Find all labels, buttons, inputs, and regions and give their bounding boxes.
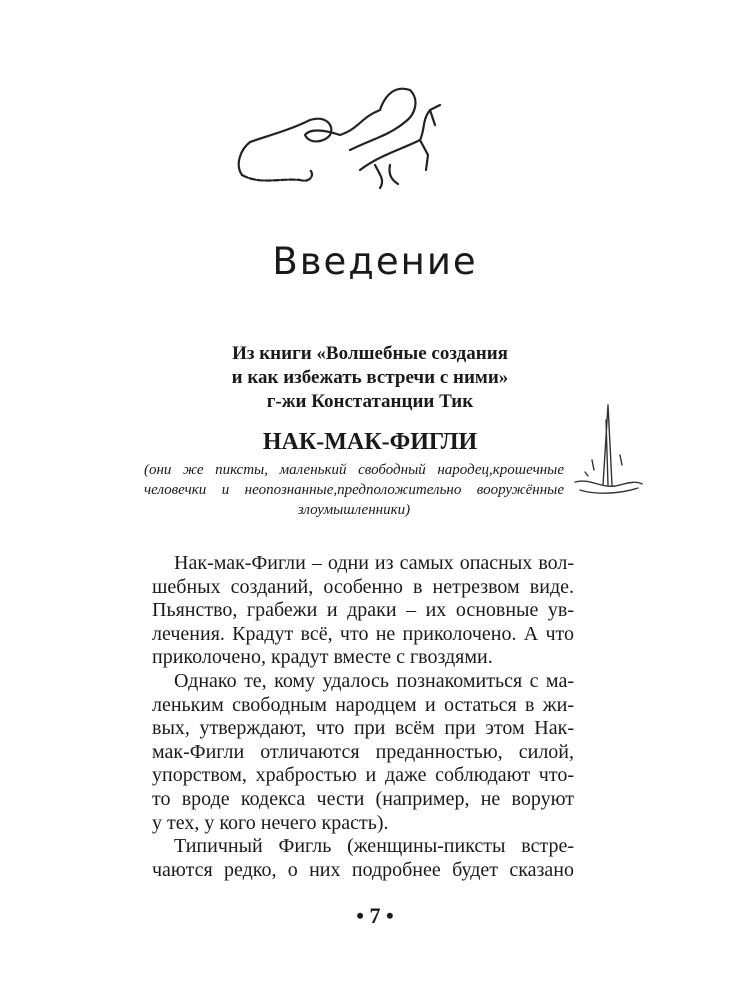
source-line: Из книги «Волшебные создания (232, 343, 508, 364)
text-line: Пьянство, грабежи и драки – их основные ув- (152, 599, 574, 622)
page-number: • 7 • (356, 903, 394, 928)
paragraph (152, 552, 574, 670)
body-text (152, 552, 574, 882)
text-line: у тех, у кого нечего красть). (152, 811, 389, 834)
text-line: чаются редко, о них подробнее будет сказано (152, 858, 574, 881)
text-line: шебных созданий, особенно в нетрезвом виде. (152, 575, 574, 598)
text-line: леньким свободным народцем и остаться в жи- (152, 693, 574, 716)
text-line: приколочено, крадут вместе с гвоздями. (152, 646, 493, 669)
paragraph (152, 670, 574, 835)
spear-illustration (570, 400, 645, 505)
subtitle-line: (они же пиксты, маленький свободный народец,крошечные (144, 462, 564, 478)
chapter-title: Введение (272, 240, 478, 283)
text-line: Нак-мак-Фигли – одни из самых опасных вол- (174, 552, 574, 574)
source-citation (150, 342, 590, 414)
text-line: Типичный Фигль (женщины-пиксты встре- (174, 835, 574, 858)
text-line: мак-Фигли отличаются преданностью, силой, (152, 740, 574, 763)
text-line: Однако те, кому удалось познакомиться с ма- (174, 669, 574, 692)
text-line: то вроде кодекса чести (например, не воруют (152, 787, 574, 810)
text-line: лечения. Крадут всё, что не приколочено. А что (152, 622, 574, 645)
source-line: и как избежать встречи с ними» (231, 367, 509, 388)
paragraph (152, 835, 574, 882)
section-heading: НАК-МАК-ФИГЛИ (262, 429, 478, 455)
chain-and-creature-illustration (230, 80, 450, 190)
source-line: г-жи Констатанции Тик (266, 391, 474, 412)
text-line: упорством, храбростью и даже соблюдают что- (152, 764, 574, 787)
section-subtitle (144, 460, 564, 520)
text-line: вых, утверждают, что при всём при этом Нак- (152, 717, 574, 740)
subtitle-line: человечки и неопознанные,предположительно вооружённые (144, 482, 564, 498)
subtitle-line: злоумышленники) (297, 502, 411, 518)
